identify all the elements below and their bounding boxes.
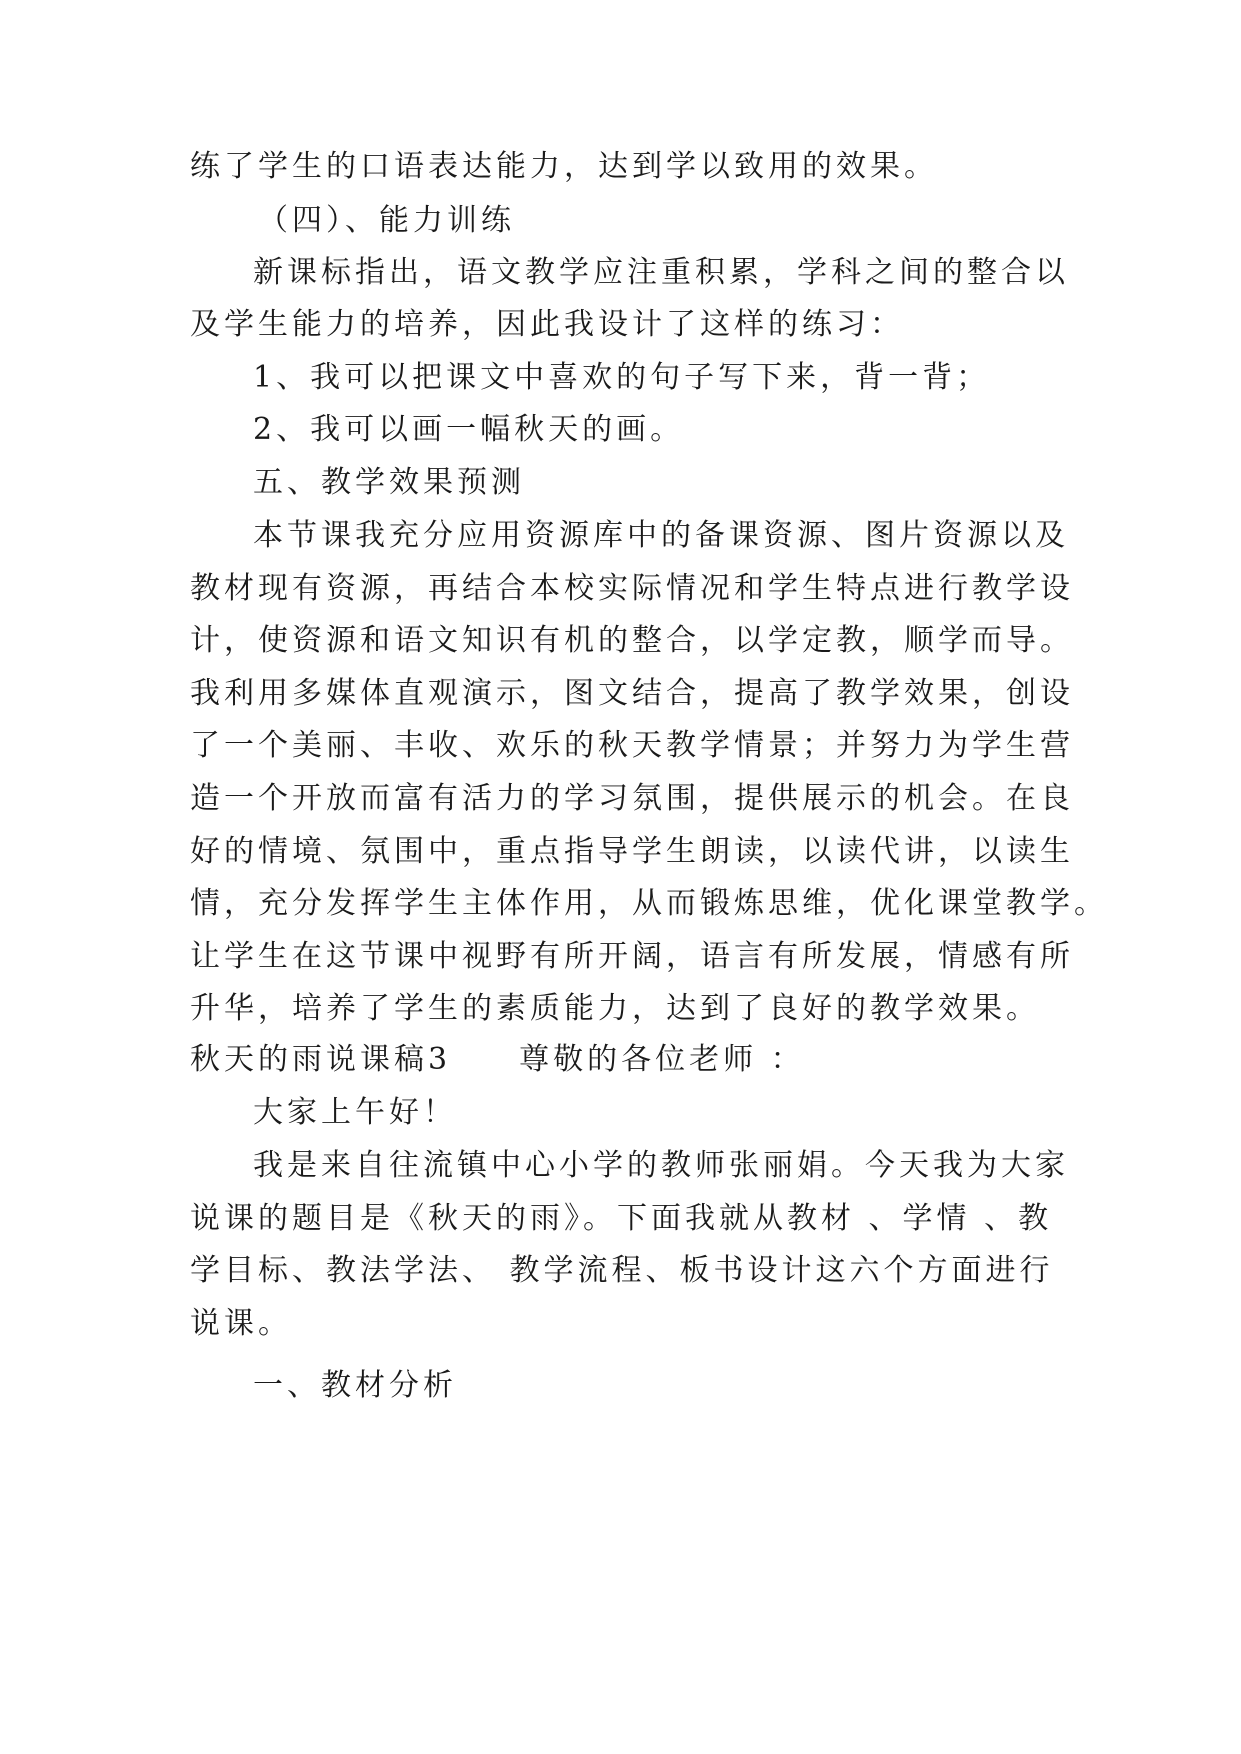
text-line: 让学生在这节课中视野有所开阔，语言有所发展，情感有所 xyxy=(190,939,1074,974)
list-item: 2、我可以画一幅秋天的画。 xyxy=(253,412,685,447)
document-title-line: 秋天的雨说课稿3 尊敬的各位老师 ： xyxy=(190,1042,805,1077)
text-line: 说课。 xyxy=(190,1306,292,1341)
text-line: 好的情境、氛围中，重点指导学生朗读，以读代讲，以读生 xyxy=(190,834,1074,869)
text-line: 造一个开放而富有活力的学习氛围，提供展示的机会。在良 xyxy=(190,781,1074,816)
list-item: 1、我可以把课文中喜欢的句子写下来，背一背； xyxy=(253,360,991,395)
text-line: 本节课我充分应用资源库中的备课资源、图片资源以及 xyxy=(253,518,1069,553)
text-line: 学目标、教法学法、 教学流程、板书设计这六个方面进行 xyxy=(190,1253,1054,1288)
greeting: 大家上午好！ xyxy=(253,1095,457,1130)
text-line: 新课标指出，语文教学应注重积累，学科之间的整合以 xyxy=(253,255,1069,290)
text-line: 说课的题目是《秋天的雨》。下面我就从教材 、学情 、教 xyxy=(190,1201,1053,1236)
section-heading: （四）、能力训练 xyxy=(258,203,515,238)
text-line: 我利用多媒体直观演示，图文结合，提高了教学效果，创设 xyxy=(190,676,1074,711)
section-heading: 五、教学效果预测 xyxy=(253,465,525,500)
text-line: 了一个美丽、丰收、欢乐的秋天教学情景；并努力为学生营 xyxy=(190,728,1074,763)
text-line: 教材现有资源，再结合本校实际情况和学生特点进行教学设 xyxy=(190,571,1074,606)
text-line: 情，充分发挥学生主体作用，从而锻炼思维，优化课堂教学。 xyxy=(190,886,1108,921)
section-heading: 一、教材分析 xyxy=(253,1368,457,1403)
text-line: 计，使资源和语文知识有机的整合，以学定教，顺学而导。 xyxy=(190,623,1074,658)
text-line: 我是来自往流镇中心小学的教师张丽娟。今天我为大家 xyxy=(253,1148,1069,1183)
text-line: 升华，培养了学生的素质能力，达到了良好的教学效果。 xyxy=(190,991,1040,1026)
text-line: 练了学生的口语表达能力，达到学以致用的效果。 xyxy=(190,149,938,184)
text-line: 及学生能力的培养，因此我设计了这样的练习： xyxy=(190,307,904,342)
